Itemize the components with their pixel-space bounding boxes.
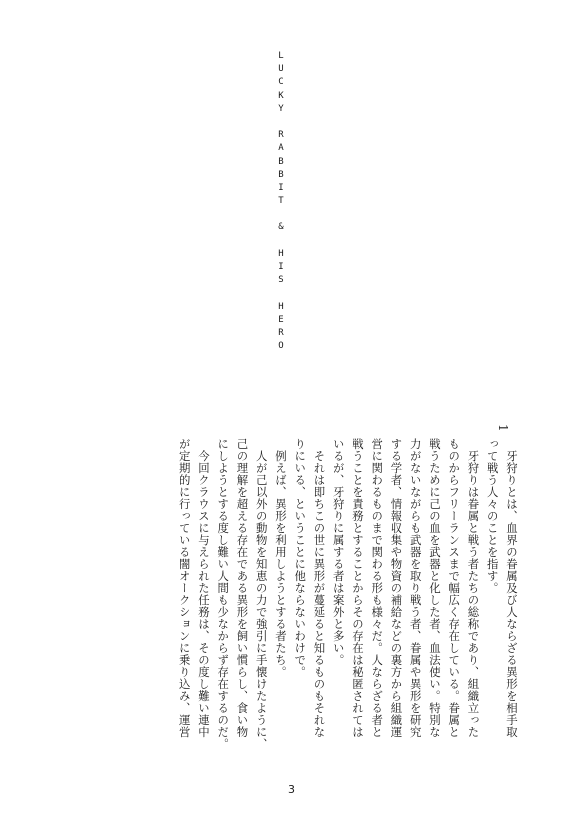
title-word bbox=[278, 301, 283, 354]
body-line: する学者、情報収集や物資の補給などの裏方から組織運 bbox=[389, 438, 404, 738]
body-line: いるが、牙狩りに属する者は案外と多い。 bbox=[331, 438, 346, 666]
body-line: にしようとする度し難い人間も少なからず存在するのだ。 bbox=[216, 438, 231, 750]
title-word bbox=[278, 50, 283, 116]
title-letter: B bbox=[278, 156, 284, 167]
body-line: 戦うことを責務とすることからその存在は秘匿されては bbox=[351, 438, 365, 738]
title-word bbox=[278, 248, 283, 288]
title-letter: T bbox=[278, 196, 284, 207]
title-letter: A bbox=[278, 143, 284, 154]
title-letter: U bbox=[278, 64, 284, 75]
title-letter: R bbox=[278, 327, 284, 338]
section-number: 1 bbox=[496, 424, 510, 432]
title-letter: I bbox=[278, 262, 284, 272]
title-letter: C bbox=[278, 77, 284, 88]
title-letter: E bbox=[278, 314, 284, 325]
title-letter: I bbox=[278, 182, 284, 193]
body-line: 力がないながらも武器を取り戦う者、眷属や異形を研究 bbox=[408, 438, 423, 738]
body-line: りにいる、ということに他ならないわけで。 bbox=[293, 438, 308, 678]
title-letter: O bbox=[278, 341, 284, 352]
title-letter: R bbox=[278, 130, 284, 141]
title-letter: Y bbox=[278, 103, 284, 114]
body-line: って戦う人々のことを指す。 bbox=[485, 438, 500, 594]
title-word bbox=[278, 129, 283, 208]
body-line: 例えば、異形を利用しようとする者たち。 bbox=[274, 438, 288, 678]
body-line: 人が己以外の動物を知恵の力で強引に手懐けたように、 bbox=[254, 438, 269, 750]
title-letter: K bbox=[278, 90, 284, 101]
title-letter: H bbox=[278, 301, 284, 312]
title-letter: B bbox=[278, 169, 284, 180]
title-word bbox=[278, 221, 283, 234]
title-letter: & bbox=[278, 222, 284, 233]
body-line: 営に関わるものまで関わる形も様々だ。人ならざる者と bbox=[370, 438, 385, 738]
body-line: ものからフリーランスまで幅広く存在している。眷属と bbox=[447, 438, 462, 738]
body-line: 今回クラウスに与えられた任務は、その度し難い連中 bbox=[197, 438, 211, 738]
title-letter: L bbox=[278, 51, 284, 61]
title-letter: S bbox=[278, 275, 284, 286]
vertical-title bbox=[275, 50, 287, 353]
body-line: それは即ちこの世に異形が蔓延ると知るものもそれな bbox=[312, 438, 327, 738]
body-line: 戦うために己の血を武器と化した者、血法使い。特別な bbox=[428, 438, 442, 738]
body-line: 牙狩りとは、血界の眷属及び人ならざる異形を相手取 bbox=[505, 438, 519, 738]
body-text bbox=[71, 438, 521, 773]
body-line: 己の理解を超える存在である異形を飼い慣らし、食い物 bbox=[235, 438, 250, 738]
title-letter: H bbox=[278, 248, 284, 259]
body-line: 牙狩りは眷属と戦う者たちの総称であり、組織立った bbox=[466, 438, 481, 738]
page-number: 3 bbox=[288, 783, 295, 796]
body-line: が定期的に行っている闇オークションに乗り込み、運営 bbox=[177, 438, 192, 738]
